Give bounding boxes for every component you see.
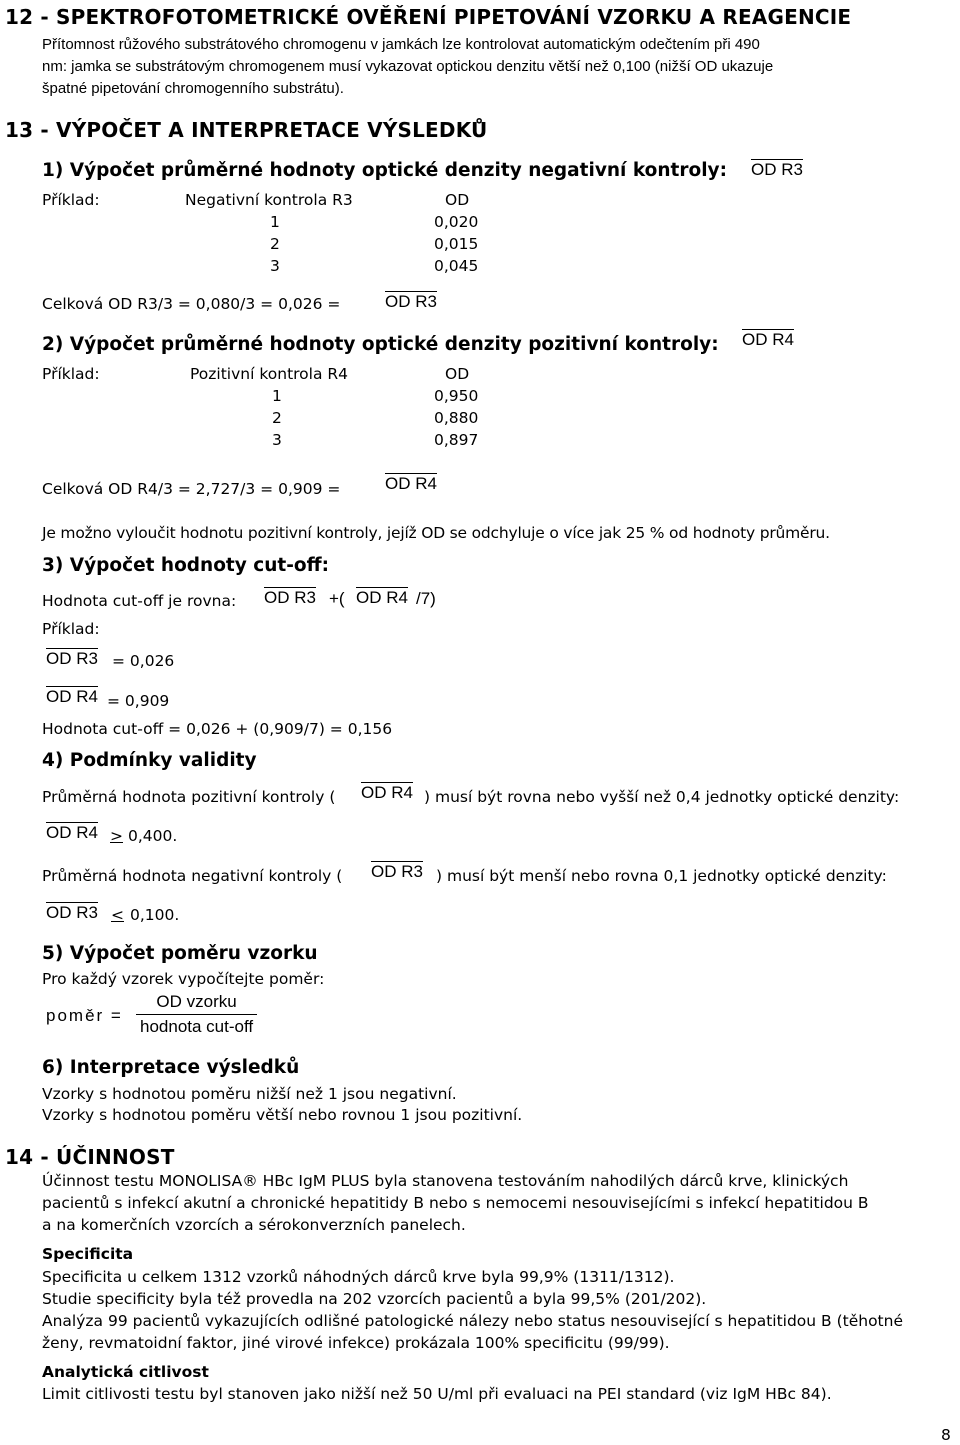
section-14-heading: 14 - ÚČINNOST — [5, 1145, 175, 1169]
p5-ratio-lhs: poměr = — [46, 1006, 123, 1025]
s12-line-3: špatné pipetování chromogenního substrátu). — [42, 80, 344, 97]
p2-row-n: 3 — [272, 431, 282, 449]
p2-note: Je možno vyloučit hodnotu pozitivní kontroly, jejíž OD se odchyluje o více jak 25 % od hodnoty průměru. — [42, 524, 830, 542]
p4-title: 4) Podmínky validity — [42, 750, 257, 771]
p2-total-symbol: OD R4 — [385, 474, 437, 493]
p2-col1-header: Pozitivní kontrola R4 — [190, 365, 349, 383]
p1-total-symbol: OD R3 — [385, 292, 437, 311]
specificity-line-4: ženy, revmatoidní faktor, jiné virové infekce) prokázala 100% specificitu (99/99). — [42, 1334, 670, 1352]
p4-positive-pre: Průměrná hodnota pozitivní kontroly ( — [42, 788, 336, 806]
p1-row-n: 2 — [270, 235, 280, 253]
p3-title: 3) Výpočet hodnoty cut-off: — [42, 555, 329, 576]
p1-row-n: 1 — [270, 213, 280, 231]
p5-ratio-fraction — [136, 992, 257, 1037]
p2-example-label: Příklad: — [42, 365, 100, 383]
p2-title: 2) Výpočet průměrné hodnoty optické denzity pozitivní kontroly: — [42, 334, 719, 355]
sensitivity-line: Limit citlivosti testu byl stanoven jako nižší než 50 U/ml při evaluaci na PEI standard (viz IgM HBc 84). — [42, 1385, 832, 1403]
p4-negative-cond-value: 0,100. — [130, 906, 180, 924]
p3-formula-close: /7) — [416, 589, 436, 608]
p1-example-label: Příklad: — [42, 191, 100, 209]
p3-example-od-r4: OD R4 — [46, 687, 98, 706]
s12-line-2: nm: jamka se substrátovým chromogenem musí vykazovat optickou denzitu větší než 0,100 (nižší OD ukazuje — [42, 58, 774, 75]
p2-row-v: 0,897 — [434, 431, 479, 449]
p4-negative-symbol: OD R3 — [371, 862, 423, 881]
p1-row-v: 0,045 — [434, 257, 479, 275]
section-13-heading: 13 - VÝPOČET A INTERPRETACE VÝSLEDKŮ — [5, 118, 488, 142]
p4-positive-symbol: OD R4 — [361, 783, 413, 802]
p2-total: Celková OD R4/3 = 2,727/3 = 0,909 = — [42, 480, 341, 498]
p3-example-label: Příklad: — [42, 620, 100, 638]
specificity-title: Specificita — [42, 1245, 134, 1263]
p2-col2-header: OD — [445, 365, 470, 383]
s12-line-1: Přítomnost růžového substrátového chromogenu v jamkách lze kontrolovat automatickým odečtením při 490 — [42, 36, 760, 53]
p1-title: 1) Výpočet průměrné hodnoty optické denzity negativní kontroly: — [42, 160, 727, 181]
p1-symbol-od-r3: OD R3 — [751, 160, 803, 179]
specificity-line-3: Analýza 99 pacientů vykazujících odlišné patologické nálezy nebo status nesouvisející s hepatitidou B (těhotné — [42, 1312, 903, 1330]
p1-col2-header: OD — [445, 191, 470, 209]
p4-negative-cond-symbol: OD R3 — [46, 903, 98, 922]
p4-negative-cond-op: < — [111, 906, 124, 924]
p4-positive-cond-op: > — [110, 827, 123, 845]
p2-row-v: 0,950 — [434, 387, 479, 405]
p1-col1-header: Negativní kontrola R3 — [185, 191, 353, 209]
s14-intro-line-3: a na komerčních vzorcích a sérokonverzních panelech. — [42, 1216, 466, 1234]
p3-example-r3-value: = 0,026 — [112, 652, 175, 670]
p1-total: Celková OD R3/3 = 0,080/3 = 0,026 = — [42, 295, 341, 313]
p3-result: Hodnota cut-off = 0,026 + (0,909/7) = 0,156 — [42, 720, 393, 738]
s14-intro-line-2: pacientů s infekcí akutní a chronické hepatitidy B nebo s nemocemi nesouvisejícími s infekcí hepatitidou B — [42, 1194, 869, 1212]
page-number: 8 — [941, 1426, 951, 1444]
p4-negative-pre: Průměrná hodnota negativní kontroly ( — [42, 867, 343, 885]
p3-example-od-r3: OD R3 — [46, 649, 98, 668]
p3-formula-label: Hodnota cut-off je rovna: — [42, 592, 237, 610]
p4-positive-cond-value: 0,400. — [128, 827, 178, 845]
p4-positive-cond-symbol: OD R4 — [46, 823, 98, 842]
p5-line: Pro každý vzorek vypočítejte poměr: — [42, 970, 325, 988]
p2-row-v: 0,880 — [434, 409, 479, 427]
p1-row-n: 3 — [270, 257, 280, 275]
specificity-line-1: Specificita u celkem 1312 vzorků náhodných dárců krve byla 99,9% (1311/1312). — [42, 1268, 675, 1286]
p3-formula-od-r4: OD R4 — [356, 588, 408, 607]
specificity-line-2: Studie specificity byla též provedla na 202 vzorcích pacientů a byla 99,5% (201/202). — [42, 1290, 707, 1308]
section-12-heading: 12 - SPEKTROFOTOMETRICKÉ OVĚŘENÍ PIPETOVÁNÍ VZORKU A REAGENCIE — [5, 5, 852, 29]
p5-ratio-numerator: OD vzorku — [136, 992, 257, 1015]
p4-negative-post: ) musí být menší nebo rovna 0,1 jednotky optické denzity: — [436, 867, 887, 885]
p3-formula-plus: +( — [329, 589, 345, 608]
p2-row-n: 1 — [272, 387, 282, 405]
p4-positive-post: ) musí být rovna nebo vyšší než 0,4 jednotky optické denzity: — [424, 788, 900, 806]
p6-title: 6) Interpretace výsledků — [42, 1057, 300, 1078]
p3-formula-od-r3: OD R3 — [264, 588, 316, 607]
sensitivity-title: Analytická citlivost — [42, 1363, 209, 1381]
p2-row-n: 2 — [272, 409, 282, 427]
p1-row-v: 0,015 — [434, 235, 479, 253]
p1-row-v: 0,020 — [434, 213, 479, 231]
p6-line-1: Vzorky s hodnotou poměru nižší než 1 jsou negativní. — [42, 1085, 457, 1103]
p5-ratio-denominator: hodnota cut-off — [140, 1017, 254, 1036]
s14-intro-line-1: Účinnost testu MONOLISA® HBc IgM PLUS byla stanovena testováním nahodilých dárců krve, klinických — [42, 1172, 849, 1190]
p5-title: 5) Výpočet poměru vzorku — [42, 943, 318, 964]
p3-example-r4-value: = 0,909 — [107, 692, 170, 710]
p6-line-2: Vzorky s hodnotou poměru větší nebo rovnou 1 jsou pozitivní. — [42, 1106, 523, 1124]
p2-symbol-od-r4: OD R4 — [742, 330, 794, 349]
